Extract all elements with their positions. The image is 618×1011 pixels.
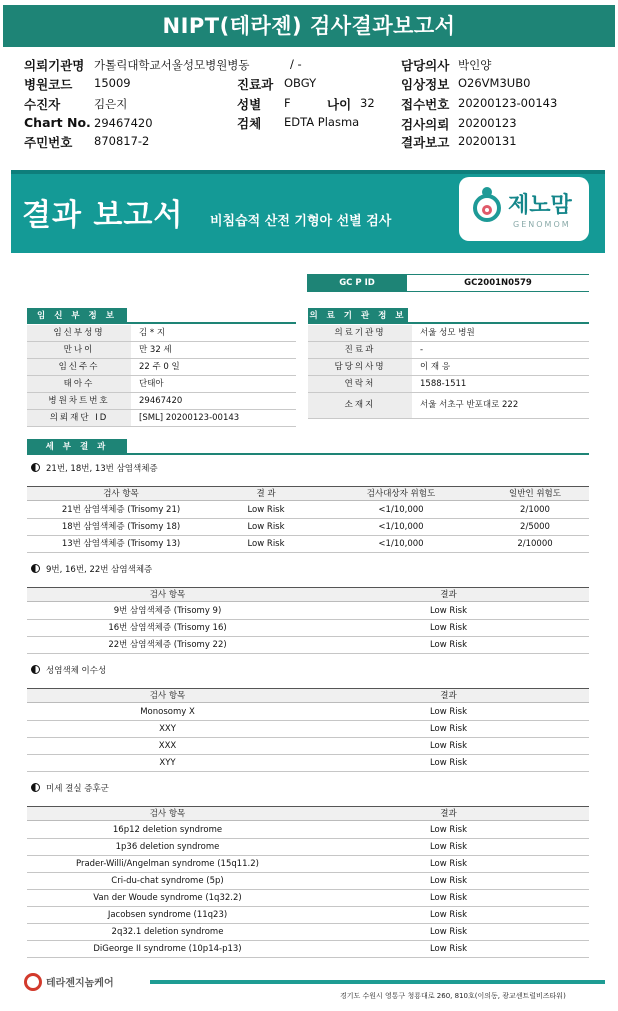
section-heading-text: 21번, 18번, 13번 삼염색체증 xyxy=(46,464,158,474)
table-row xyxy=(27,839,589,856)
table-cell: 2/10000 xyxy=(517,539,553,549)
table-cell: Low Risk xyxy=(429,724,468,734)
info-row xyxy=(27,376,296,393)
table-row xyxy=(27,637,589,654)
info-row-value: 단태아 xyxy=(139,379,164,389)
table-header xyxy=(27,587,589,602)
genomom-logo-text: 제노맘 xyxy=(508,193,572,218)
table-cell: <1/10,000 xyxy=(378,539,424,549)
info-row-label: 의료기관명 xyxy=(308,325,412,341)
table-cell: 16번 삼염색체증 (Trisomy 16) xyxy=(108,623,227,633)
section-heading xyxy=(31,563,152,575)
table-cell: Low Risk xyxy=(429,842,468,852)
table-cell: Low Risk xyxy=(429,944,468,954)
half-circle-icon xyxy=(31,665,40,674)
section-heading-text: 성염색체 이수성 xyxy=(46,666,107,676)
info-row-value: 22 주 0 일 xyxy=(139,362,180,372)
table-cell: DiGeorge II syndrome (10p14-p13) xyxy=(93,944,242,954)
table-cell: Cri-du-chat syndrome (5p) xyxy=(111,876,224,886)
table-cell: XXY xyxy=(159,724,176,734)
column-header: 일반인 위험도 xyxy=(509,489,561,499)
info-row-value: 서울 서초구 반포대로 222 xyxy=(420,400,519,410)
info-row-value: 29467420 xyxy=(139,396,183,406)
table-cell: 18번 삼염색체증 (Trisomy 18) xyxy=(61,522,181,532)
info-label: 병원코드 xyxy=(24,77,73,92)
info-row xyxy=(27,325,296,342)
table-cell: <1/10,000 xyxy=(378,522,424,532)
pregnancy-info-tag: 임 신 부 정 보 xyxy=(27,308,127,324)
institution-info-tag: 의 료 기 관 정 보 xyxy=(308,308,408,324)
table-row xyxy=(27,519,589,536)
table-cell: Low Risk xyxy=(429,758,468,768)
column-header: 결과 xyxy=(440,590,457,600)
info-row xyxy=(308,325,589,342)
info-value: 가톨릭대학교서울성모병원병동 xyxy=(94,58,250,72)
table-row xyxy=(27,873,589,890)
table-cell: Low Risk xyxy=(429,707,468,717)
info-row xyxy=(27,410,296,427)
column-header: 검사 항목 xyxy=(149,809,186,819)
info-row xyxy=(27,393,296,410)
info-value: EDTA Plasma xyxy=(284,115,360,129)
info-row-label: 임신주수 xyxy=(27,359,131,375)
column-header: 결과 xyxy=(440,809,457,819)
info-value: 20200131 xyxy=(458,134,517,148)
info-value: 870817-2 xyxy=(94,134,150,148)
footer-address: 경기도 수원시 영통구 청룡대로 260, 810호(이의동, 광교센트럴비즈타워) xyxy=(340,992,566,1000)
table-cell: 22번 삼염색체증 (Trisomy 22) xyxy=(108,640,227,650)
table-row xyxy=(27,890,589,907)
table-cell: <1/10,000 xyxy=(378,505,424,515)
info-row-value: 김 * 지 xyxy=(139,328,166,338)
info-row xyxy=(27,359,296,376)
info-value: 32 xyxy=(360,96,375,110)
table-header xyxy=(27,486,589,501)
info-label: 수진자 xyxy=(24,97,61,112)
gcpid-value: GC2001N0579 xyxy=(407,274,589,292)
info-row xyxy=(308,393,589,419)
half-circle-icon xyxy=(31,783,40,792)
info-row-value: 이 재 응 xyxy=(420,362,451,372)
details-tag: 세 부 결 과 xyxy=(27,439,127,455)
column-header: 검사대상자 위험도 xyxy=(366,489,436,499)
info-label: 임상정보 xyxy=(401,77,450,92)
info-label: Chart No. xyxy=(24,115,91,130)
banner-title: 결과 보고서 xyxy=(22,198,184,233)
table-row xyxy=(27,502,589,519)
table-row xyxy=(27,941,589,958)
table-cell: Low Risk xyxy=(429,927,468,937)
column-header: 검사 항목 xyxy=(149,590,186,600)
table-header xyxy=(27,688,589,703)
table-cell: Low Risk xyxy=(247,505,285,515)
table-cell: Monosomy X xyxy=(140,707,195,717)
info-value: 20200123-00143 xyxy=(458,96,558,110)
section-heading-text: 미세 결실 증후군 xyxy=(46,784,109,794)
table-cell: 9번 삼염색체증 (Trisomy 9) xyxy=(113,606,222,616)
table-row xyxy=(27,536,589,553)
info-label: 나이 xyxy=(327,97,352,112)
section-heading xyxy=(31,664,106,676)
table-cell: 13번 삼염색체증 (Trisomy 13) xyxy=(61,539,181,549)
info-value: O26VM3UB0 xyxy=(458,76,531,90)
table-cell: XXX xyxy=(158,741,177,751)
table-row xyxy=(27,603,589,620)
info-row-label: 연락처 xyxy=(308,376,412,392)
table-cell: Low Risk xyxy=(429,606,468,616)
table-row xyxy=(27,822,589,839)
table-cell: Low Risk xyxy=(429,893,468,903)
table-header xyxy=(27,806,589,821)
table-row xyxy=(27,704,589,721)
info-row-label: 담당의사명 xyxy=(308,359,412,375)
info-row-value: 만 32 세 xyxy=(139,345,172,355)
section-heading xyxy=(31,782,109,794)
info-value: 15009 xyxy=(94,76,131,90)
table-cell: Low Risk xyxy=(429,910,468,920)
info-value: 김은지 xyxy=(94,97,128,111)
table-cell: Van der Woude syndrome (1q32.2) xyxy=(93,893,242,903)
terragen-company-name: 테라젠지놈케어 xyxy=(46,978,114,989)
column-header: 검사 항목 xyxy=(103,489,139,499)
info-value: / - xyxy=(290,57,302,71)
table-cell: XYY xyxy=(159,758,176,768)
half-circle-icon xyxy=(31,564,40,573)
pregnancy-info-line xyxy=(27,322,296,324)
column-header: 검사 항목 xyxy=(149,691,186,701)
details-line xyxy=(27,453,589,455)
info-value: F xyxy=(284,96,291,110)
info-row-label: 태아수 xyxy=(27,376,131,392)
table-row xyxy=(27,924,589,941)
info-row-label: 의뢰재단 ID xyxy=(27,410,131,426)
info-label: 접수번호 xyxy=(401,97,450,112)
info-value: 20200123 xyxy=(458,116,517,130)
info-row xyxy=(308,376,589,393)
table-cell: Prader-Willi/Angelman syndrome (15q11.2) xyxy=(75,859,259,869)
table-cell: Low Risk xyxy=(247,522,285,532)
info-row-value: [SML] 20200123-00143 xyxy=(139,413,240,423)
info-label: 검사의뢰 xyxy=(401,117,450,132)
half-circle-icon xyxy=(31,463,40,472)
column-header: 결과 xyxy=(440,691,457,701)
report-title: NIPT(테라젠) 검사결과보고서 xyxy=(3,5,615,47)
table-cell: Low Risk xyxy=(429,741,468,751)
info-row xyxy=(27,342,296,359)
table-cell: 16p12 deletion syndrome xyxy=(112,825,223,835)
table-cell: Low Risk xyxy=(429,859,468,869)
table-row xyxy=(27,620,589,637)
section-heading-text: 9번, 16번, 22번 삼염색체증 xyxy=(46,565,153,575)
info-label: 검체 xyxy=(237,116,262,131)
info-row-value: - xyxy=(420,345,424,355)
table-cell: 1p36 deletion syndrome xyxy=(115,842,220,852)
info-value: OBGY xyxy=(284,76,317,90)
table-cell: 2/1000 xyxy=(520,505,550,515)
terragen-logo-icon xyxy=(24,973,42,991)
info-row-label: 임신부성명 xyxy=(27,325,131,341)
info-label: 진료과 xyxy=(237,77,274,92)
table-cell: 21번 삼염색체증 (Trisomy 21) xyxy=(61,505,181,515)
info-row-label: 진료과 xyxy=(308,342,412,358)
info-value: 29467420 xyxy=(94,116,153,130)
genomom-logo-icon xyxy=(470,186,504,226)
info-row xyxy=(308,342,589,359)
institution-info-line xyxy=(308,322,589,324)
table-cell: Low Risk xyxy=(429,876,468,886)
table-row xyxy=(27,856,589,873)
info-label: 주민번호 xyxy=(24,135,73,150)
table-cell: Low Risk xyxy=(429,640,468,650)
table-cell: Low Risk xyxy=(247,539,285,549)
table-cell: 2/5000 xyxy=(520,522,550,532)
banner-subtitle: 비침습적 산전 기형아 선별 검사 xyxy=(210,214,392,229)
info-row-value: 서울 성모 병원 xyxy=(420,328,475,338)
table-row xyxy=(27,755,589,772)
table-cell: Low Risk xyxy=(429,825,468,835)
info-row-label: 소재지 xyxy=(308,393,412,418)
footer-line xyxy=(150,980,605,984)
terragen-logo xyxy=(24,973,114,991)
table-row xyxy=(27,907,589,924)
table-cell: Jacobsen syndrome (11q23) xyxy=(107,910,228,920)
section-heading xyxy=(31,462,158,474)
info-value: 박인양 xyxy=(458,58,492,72)
info-label: 성별 xyxy=(237,97,262,112)
info-row xyxy=(308,359,589,376)
table-row xyxy=(27,721,589,738)
banner-top-strip xyxy=(11,170,605,174)
info-row-value: 1588-1511 xyxy=(420,379,467,389)
info-label: 의뢰기관명 xyxy=(24,58,85,73)
info-label: 담당의사 xyxy=(401,58,450,73)
info-label: 결과보고 xyxy=(401,135,450,150)
table-cell: Low Risk xyxy=(429,623,468,633)
column-header: 결 과 xyxy=(256,489,276,499)
gcpid-label: GC P ID xyxy=(307,274,407,292)
info-row-label: 만나이 xyxy=(27,342,131,358)
info-row-label: 병원차트번호 xyxy=(27,393,131,409)
genomom-logo-en: GENOMOM xyxy=(513,220,571,229)
table-cell: 2q32.1 deletion syndrome xyxy=(111,927,224,937)
table-row xyxy=(27,738,589,755)
